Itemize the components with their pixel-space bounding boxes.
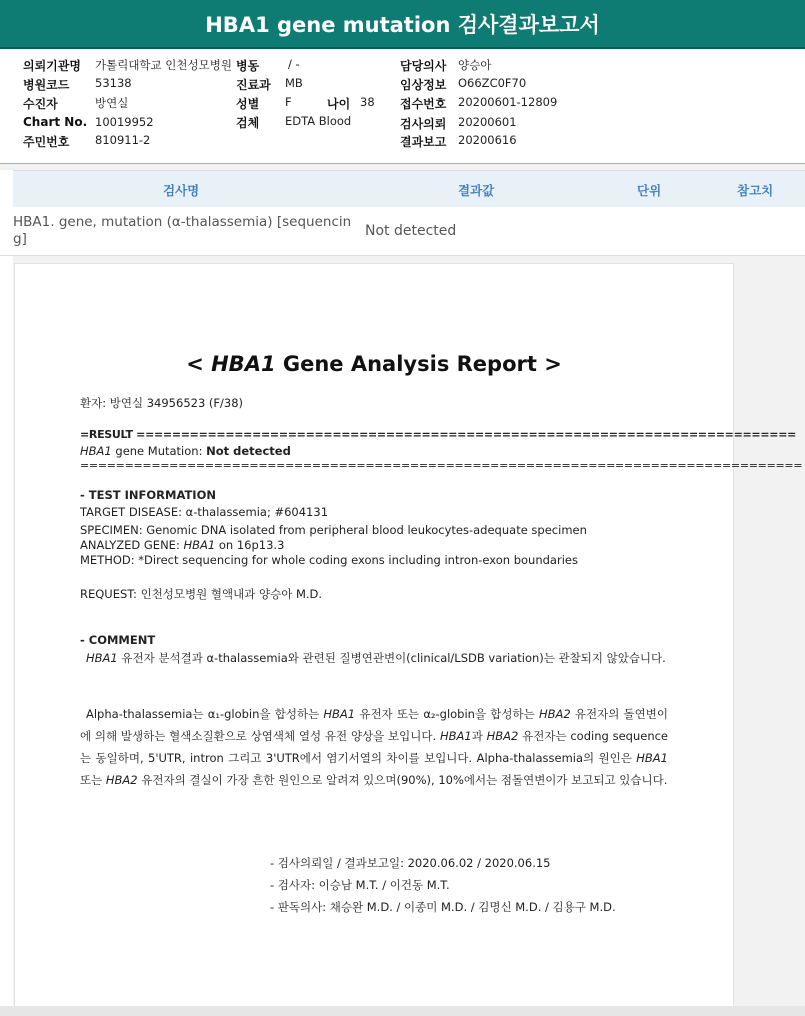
report-title-bar (0, 0, 805, 49)
analyzed-gene: ANALYZED GENE: HBA1 on 16p13.3 (80, 538, 285, 552)
result-divider: ================================================================================= (80, 459, 803, 472)
test-name-cell: HBA1. gene, mutation (α-thalassemia) [sequencing] (13, 214, 352, 247)
method-line: METHOD: *Direct sequencing for whole coding exons including intron-exon boundaries (80, 553, 578, 567)
id-label: 주민번호 (23, 135, 70, 149)
test-info-heading: - TEST INFORMATION (80, 488, 216, 502)
result-header: =RESULT ========================================================================== (80, 428, 797, 441)
age-label: 나이 (327, 97, 351, 111)
col-result: 결과값 (458, 183, 495, 198)
comment-paragraph-1: HBA1 유전자 분석결과 α-thalassemia와 관련된 질병연관변이(clinical/LSDB variation)는 관찰되지 않았습니다. (86, 651, 666, 665)
dept-value: MB (285, 76, 303, 90)
institution-value: 가톨릭대학교 인천성모병원 (95, 58, 232, 72)
specimen-line: SPECIMEN: Genomic DNA isolated from peripheral blood leukocytes-adequate specimen (80, 523, 587, 537)
test-result-cell: Not detected (365, 223, 457, 239)
receipt-value: 20200601-12809 (458, 95, 558, 109)
age-value: 38 (360, 95, 375, 109)
comment-heading: - COMMENT (80, 633, 156, 647)
gene-analysis-report (14, 263, 803, 1008)
comment-paragraph-2: Alpha-thalassemia는 α₁-globin을 합성하는 HBA1 유전자 또는 α₂-globin을 합성하는 HBA2 유전자의 돌연변이에 의해 발생하는 혈색소질환으로 상염색체 열성 유전 양상을 보입니다. HBA1과 HBA2 유전자는 coding sequence는 동일하며, 5'UTR, intron 그리고 3'UTR에서 염기서열의 차이를 보입니다. Alpha-thalassemia의 원인은 HBA1 또는 HBA2 유전자의 결실이 가장 흔한 원인으로 알려져 있으며(90%), 10%에서는 점돌연변이가 보고되고 있습니다. (80, 707, 669, 787)
footer-testers: - 검사자: 이승남 M.T. / 이건동 M.T. (270, 878, 450, 892)
chart-value: 10019952 (95, 115, 154, 129)
ward-label: 병동 (236, 59, 260, 73)
dept-label: 진료과 (236, 78, 271, 92)
col-reference: 참고치 (737, 183, 774, 198)
col-unit: 단위 (637, 183, 662, 198)
sex-label: 성별 (236, 97, 260, 111)
clinical-value: O66ZC0F70 (458, 76, 527, 90)
left-margin (0, 170, 13, 1006)
institution-label: 의뢰기관명 (23, 59, 81, 73)
report-heading-gene: HBA1 (211, 352, 276, 376)
report-date-value: 20200616 (458, 133, 517, 147)
request-line: REQUEST: 인천성모병원 혈액내과 양승아 M.D. (80, 587, 323, 601)
id-value: 810911-2 (95, 133, 151, 147)
clinical-label: 임상정보 (400, 78, 447, 92)
patient-line: 환자: 방연실 34956523 (F/38) (80, 396, 244, 410)
page-title: HBA1 gene mutation 검사결과보고서 (205, 12, 600, 37)
mutation-line: HBA1 gene Mutation: Not detected (80, 444, 291, 458)
request-date-value: 20200601 (458, 115, 517, 129)
footer-dates: - 검사의뢰일 / 결과보고일: 2020.06.02 / 2020.06.15 (270, 856, 551, 870)
doctor-value: 양승아 (458, 58, 492, 72)
col-test-name: 검사명 (163, 183, 200, 198)
results-table-header (13, 170, 805, 208)
hospital-code-value: 53138 (95, 76, 132, 90)
table-row[interactable] (0, 207, 805, 256)
sex-value: F (285, 95, 292, 109)
specimen-value: EDTA Blood (285, 114, 352, 128)
report-date-label: 결과보고 (400, 135, 447, 149)
request-date-label: 검사의뢰 (400, 117, 447, 131)
ward-value: / - (288, 57, 300, 71)
footer-doctors: - 판독의사: 채승완 M.D. / 이종미 M.D. / 김명신 M.D. / 김용구 M.D. (270, 900, 616, 914)
mutation-result: Not detected (206, 444, 291, 458)
specimen-label: 검체 (236, 116, 260, 130)
hospital-code-label: 병원코드 (23, 78, 70, 92)
patient-value: 방연실 (95, 96, 129, 110)
target-disease: TARGET DISEASE: α-thalassemia; #604131 (80, 505, 329, 519)
bottom-scroll-area (0, 1006, 805, 1016)
patient-info-panel (0, 49, 805, 164)
chart-label: Chart No. (23, 115, 88, 129)
patient-label: 수진자 (23, 97, 58, 111)
report-heading: < HBA1 Gene Analysis Report > (186, 352, 562, 376)
receipt-label: 접수번호 (400, 97, 447, 111)
doctor-label: 담당의사 (400, 59, 447, 73)
